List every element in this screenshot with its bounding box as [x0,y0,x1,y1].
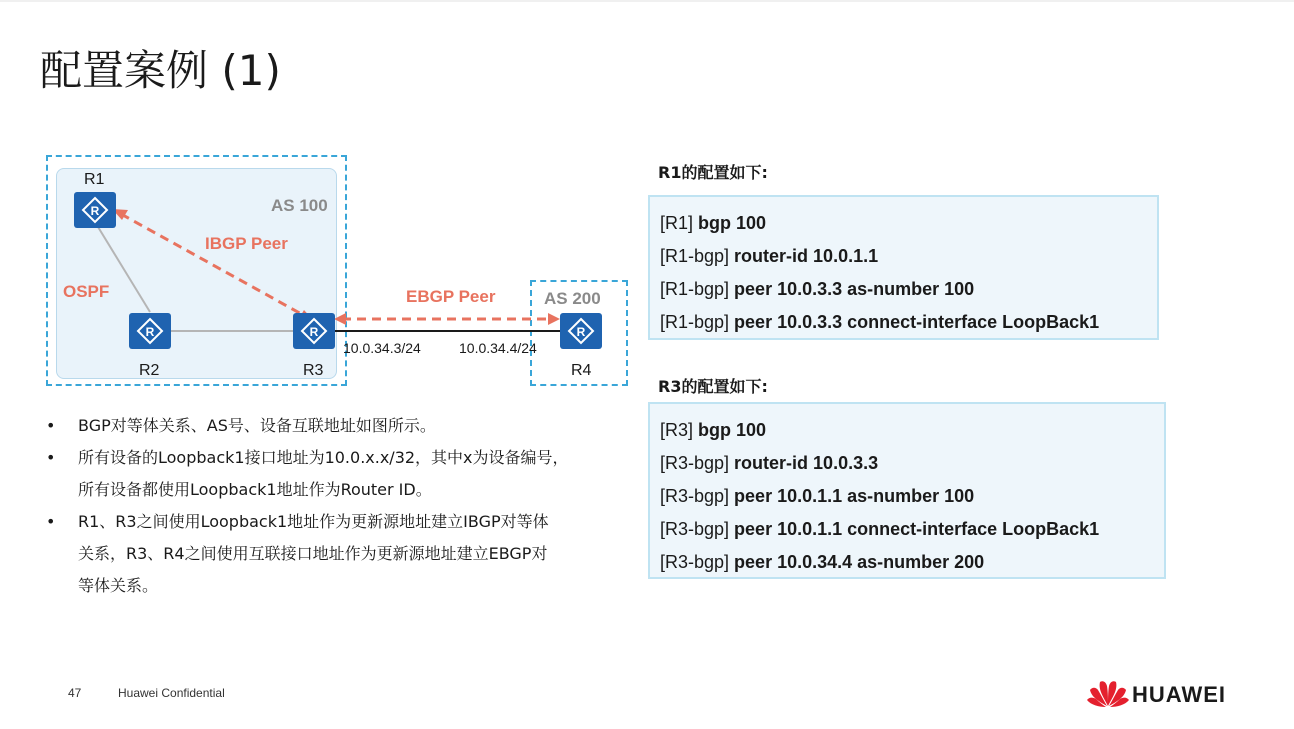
config-line [660,273,1147,306]
huawei-wordmark: HUAWEI [1132,682,1226,707]
router-r4-label: R4 [571,362,592,379]
router-r2-label: R2 [139,362,160,379]
note-line: BGP对等体关系、AS号、设备互联地址如图所示。 [78,416,436,435]
note-line: 所有设备都使用Loopback1地址作为Router ID。 [78,480,432,499]
svg-text:R: R [90,204,100,218]
router-r3-icon [293,313,335,349]
router-r3-label: R3 [303,362,324,379]
config-line [660,480,1154,513]
page-title: 配置案例 (1) [40,46,281,95]
config-command: peer 10.0.34.4 as-number 200 [734,552,985,572]
notes-list [44,410,644,602]
router-r1-label: R1 [84,171,105,188]
r3-interface-ip: 10.0.34.3/24 [343,340,421,356]
ospf-label: OSPF [63,282,110,301]
config-line [660,414,1154,447]
r1-config-heading: R1的配置如下: [658,163,768,182]
ebgp-arrow-r4 [548,313,560,325]
config-command: peer 10.0.1.1 connect-interface LoopBack1 [734,519,1100,539]
config-prompt: [R3-bgp] [660,519,735,539]
config-line [660,240,1147,273]
bullet-dot: • [46,448,56,467]
ebgp-arrow-r3 [334,313,346,325]
config-command: peer 10.0.3.3 as-number 100 [734,279,975,299]
config-line [660,513,1154,546]
list-item [44,442,644,506]
list-item [44,410,644,442]
router-r4-icon [560,313,602,349]
note-line: R1、R3之间使用Loopback1地址作为更新源地址建立IBGP对等体 [78,512,549,531]
config-prompt: [R1] [660,213,699,233]
ebgp-peer-label: EBGP Peer [406,287,496,306]
config-line [660,546,1154,579]
config-command: bgp 100 [698,420,767,440]
ibgp-peer-line [121,214,305,316]
svg-text:R: R [309,325,319,339]
config-prompt: [R3-bgp] [660,453,735,473]
svg-text:R: R [145,325,155,339]
page-number: 47 [68,686,82,700]
svg-text:R: R [576,325,586,339]
note-line: 等体关系。 [78,576,159,595]
config-prompt: [R1-bgp] [660,279,735,299]
config-prompt: [R3-bgp] [660,486,735,506]
confidential-notice: Huawei Confidential [118,686,225,700]
config-command: router-id 10.0.3.3 [734,453,879,473]
as200-label: AS 200 [544,289,601,308]
r3-config-heading: R3的配置如下: [658,377,768,396]
config-line [660,207,1147,240]
config-prompt: [R1-bgp] [660,312,735,332]
config-command: router-id 10.0.1.1 [734,246,879,266]
huawei-flower-icon [1086,676,1130,710]
config-prompt: [R3] [660,420,699,440]
router-r2-icon [129,313,171,349]
config-prompt: [R3-bgp] [660,552,735,572]
config-line [660,306,1147,339]
list-item [44,506,644,602]
r1-config-box [648,195,1159,340]
r3-config-box [648,402,1166,579]
config-prompt: [R1-bgp] [660,246,735,266]
note-line: 所有设备的Loopback1接口地址为10.0.x.x/32，其中x为设备编号， [78,448,569,467]
config-command: peer 10.0.3.3 connect-interface LoopBack1 [734,312,1100,332]
r4-interface-ip: 10.0.34.4/24 [459,340,537,356]
top-rule [0,0,1294,2]
note-line: 关系，R3、R4之间使用互联接口地址作为更新源地址建立EBGP对 [78,544,548,563]
network-diagram [0,140,640,400]
config-line [660,447,1154,480]
router-r1-icon [74,192,116,228]
config-command: bgp 100 [698,213,767,233]
huawei-logo [1086,674,1236,714]
as100-label: AS 100 [271,196,328,215]
bullet-dot: • [46,512,56,531]
config-command: peer 10.0.1.1 as-number 100 [734,486,975,506]
ibgp-peer-label: IBGP Peer [205,234,288,253]
bullet-dot: • [46,416,56,435]
